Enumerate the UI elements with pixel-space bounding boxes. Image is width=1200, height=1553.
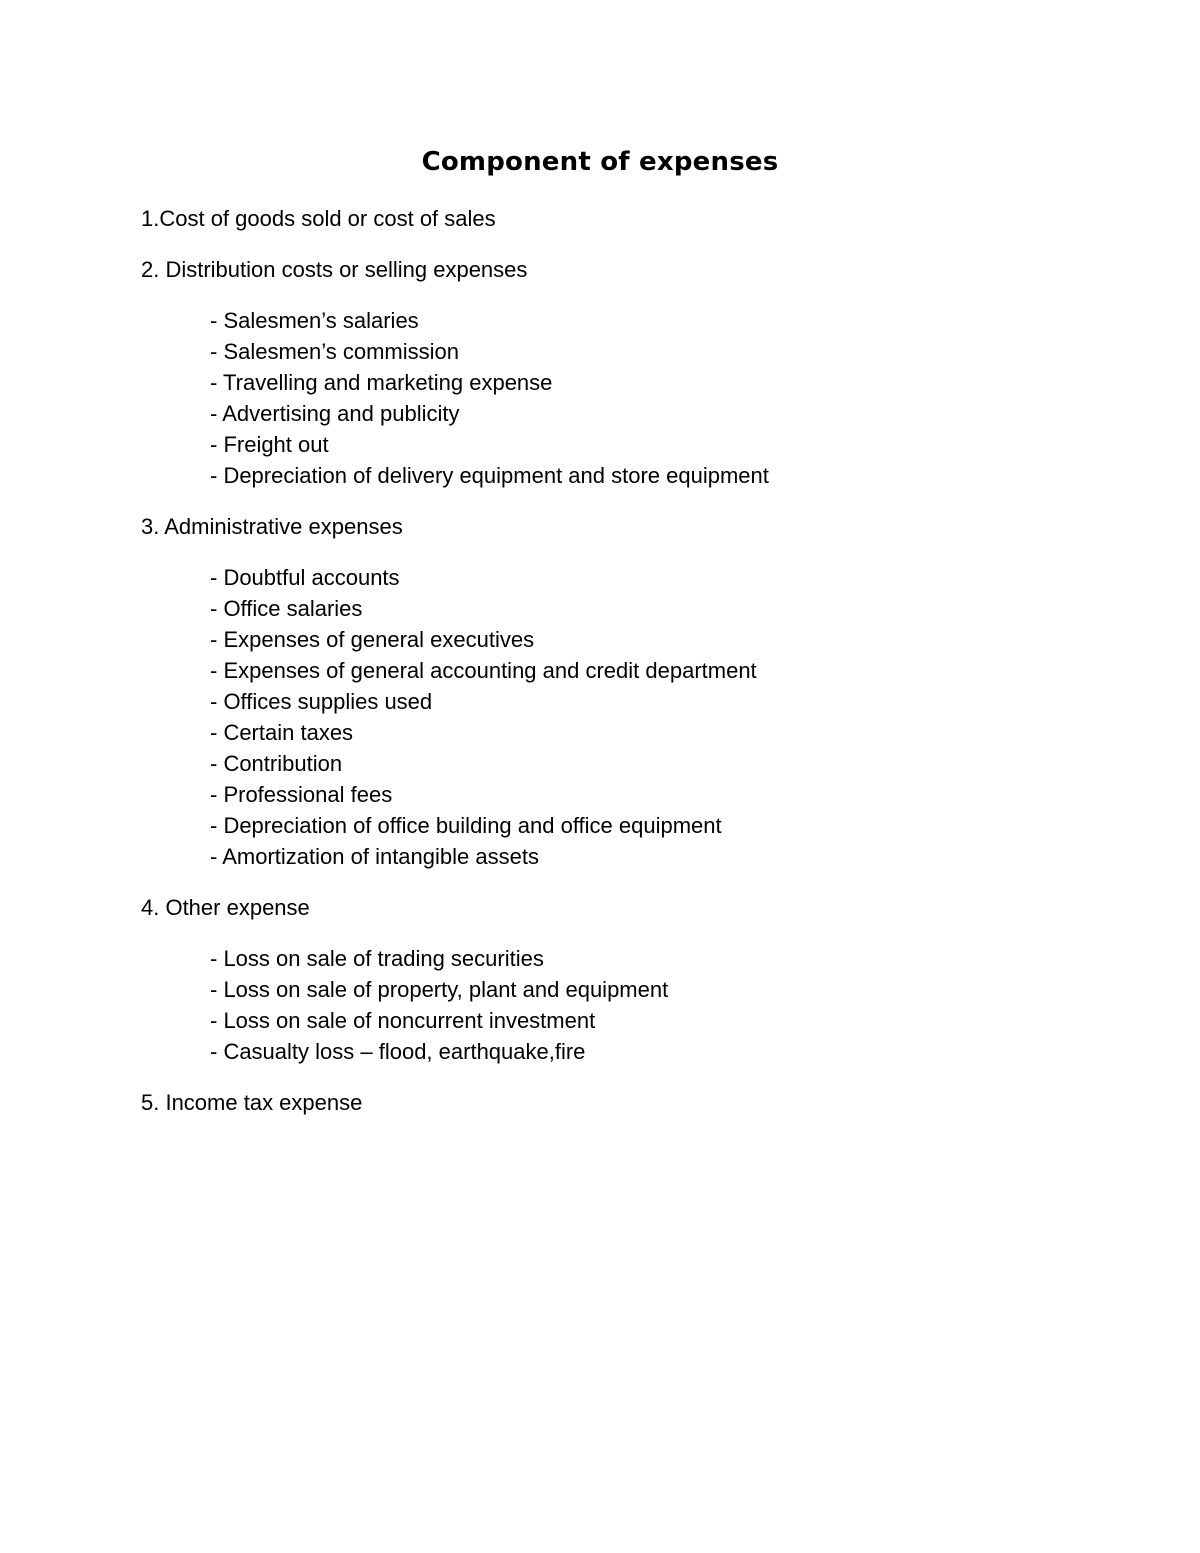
list-item: - Freight out [210, 432, 329, 457]
list-item: - Contribution [210, 751, 343, 776]
section-heading-5: 5. Income tax expense [141, 1090, 363, 1115]
list-item: - Amortization of intangible assets [210, 844, 539, 869]
list-item: - Professional fees [210, 782, 393, 807]
list-item: - Office salaries [210, 596, 363, 621]
list-item: - Offices supplies used [210, 689, 433, 714]
list-item: - Salesmen’s salaries [210, 308, 419, 333]
section-heading-4: 4. Other expense [141, 895, 310, 920]
list-item: - Travelling and marketing expense [210, 370, 553, 395]
list-item: - Certain taxes [210, 720, 354, 745]
list-item: - Loss on sale of noncurrent investment [210, 1008, 596, 1033]
section-heading-2: 2. Distribution costs or selling expenses [141, 257, 528, 282]
section-heading-1: 1.Cost of goods sold or cost of sales [141, 206, 496, 231]
document-title: Component of expenses [421, 147, 779, 177]
list-item: - Depreciation of office building and office equipment [210, 813, 722, 838]
list-item: - Expenses of general executives [210, 627, 535, 652]
section-heading-3: 3. Administrative expenses [141, 514, 403, 539]
list-item: - Expenses of general accounting and credit department [210, 658, 757, 683]
list-item: - Advertising and publicity [210, 401, 460, 426]
list-item: - Loss on sale of property, plant and equipment [210, 977, 669, 1002]
list-item: - Casualty loss – flood, earthquake,fire [210, 1039, 586, 1064]
list-item: - Depreciation of delivery equipment and store equipment [210, 463, 769, 488]
list-item: - Salesmen’s commission [210, 339, 460, 364]
list-item: - Doubtful accounts [210, 565, 400, 590]
list-item: - Loss on sale of trading securities [210, 946, 544, 971]
